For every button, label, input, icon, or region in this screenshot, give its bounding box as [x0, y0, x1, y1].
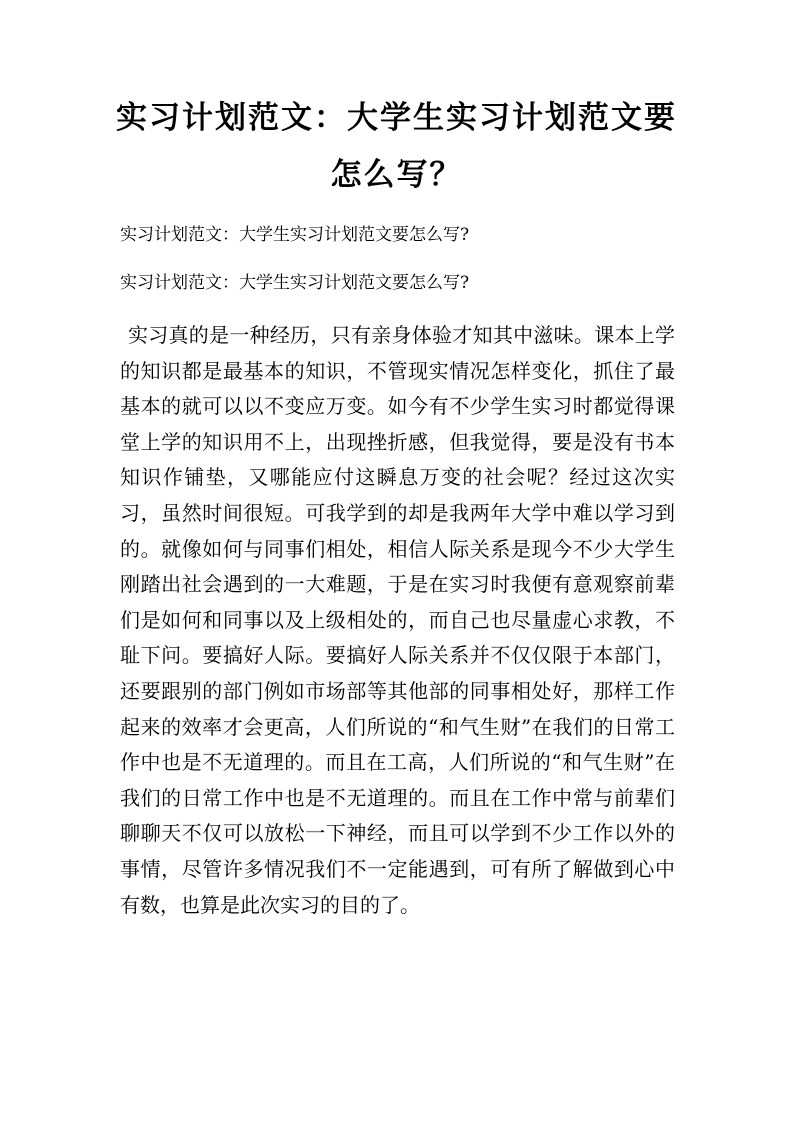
document-subtitle-2: 实习计划范文：大学生实习计划范文要怎么写? [120, 273, 470, 293]
document-body-paragraph: 实习真的是一种经历，只有亲身体验才知其中滋味。课本上学的知识都是最基本的知识，不管现实情况怎样变化，抓住了最基本的就可以以不变应万变。如今有不少学生实习时都觉得课堂上学的知识用不上，出现挫折感，但我觉得，要是没有书本知识作铺垫，又哪能应付这瞬息万变的社会呢？经过这次实习，虽然时间很短。可我学到的却是我两年大学中难以学习到的。就像如何与同事们相处，相信人际关系是现今不少大学生刚踏出社会遇到的一大难题，于是在实习时我便有意观察前辈们是如何和同事以及上级相处的，而自己也尽量虚心求教，不耻下问。要搞好人际。要搞好人际关系并不仅仅限于本部门，还要跟别的部门例如市场部等其他部的同事相处好，那样工作起来的效率才会更高，人们所说的“和气生财”在我们的日常工作中也是不无道理的。而且在工高，人们所说的“和气生财”在我们的日常工作中也是不无道理的。而且在工作中常与前辈们聊聊天不仅可以放松一下神经，而且可以学到不少工作以外的事情，尽管许多情况我们不一定能遇到，可有所了解做到心中有数，也算是此次实习的目的了。 [120, 323, 675, 917]
document-subtitle-1: 实习计划范文：大学生实习计划范文要怎么写? [120, 225, 470, 245]
document-title: 实习计划范文：大学生实习计划范文要怎么写？ [116, 100, 677, 193]
